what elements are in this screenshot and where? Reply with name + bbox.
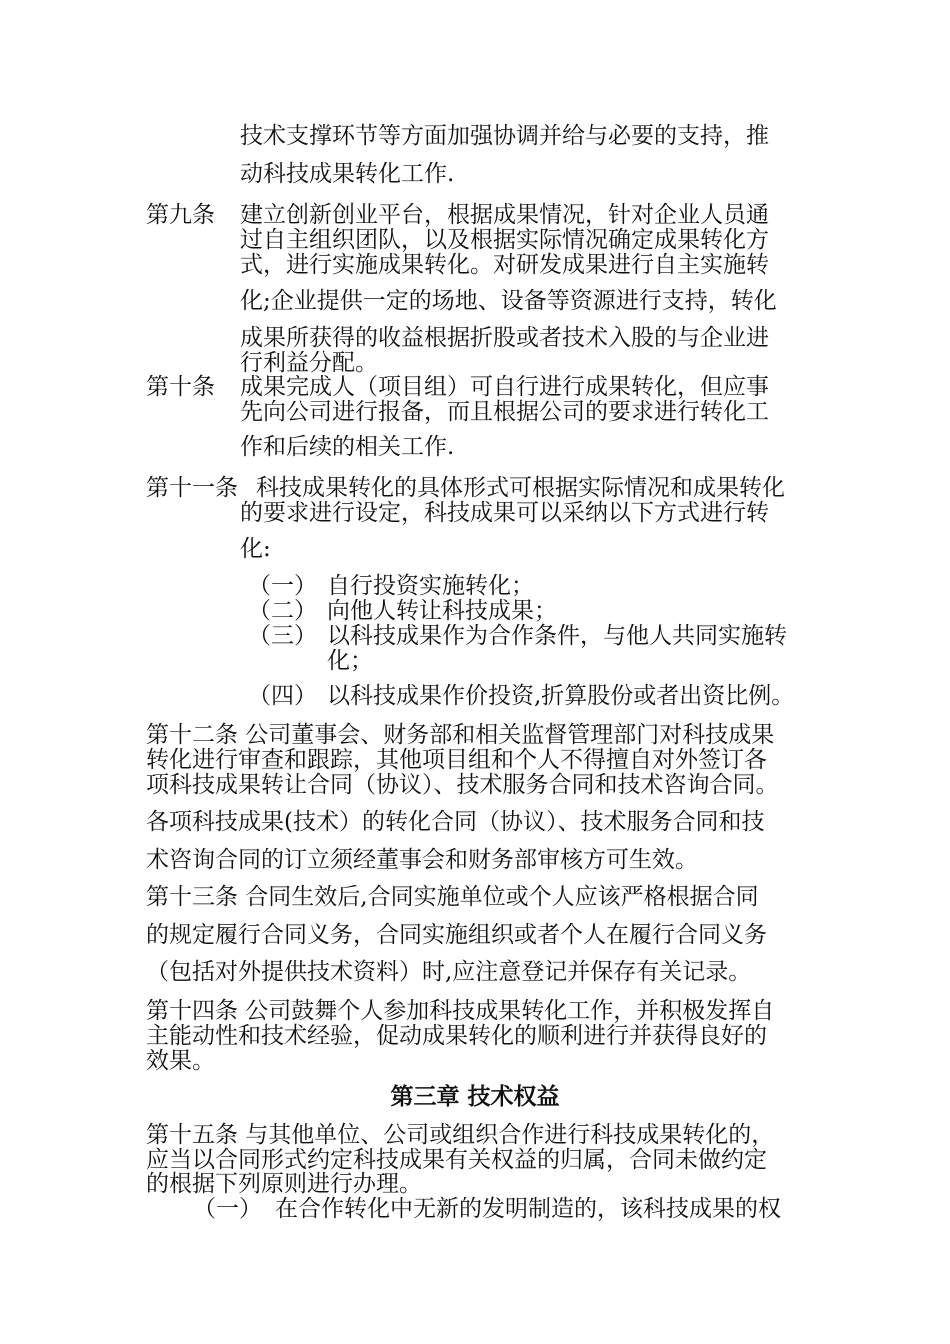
- text-line: 式，进行实施成果转化。对研发成果进行自主实施转: [240, 252, 769, 278]
- text-line: 应当以合同形式约定科技成果有关权益的归属，合同未做约定: [146, 1147, 767, 1173]
- text-line: 第十二条 公司董事会、财务部和相关监督管理部门对科技成果: [146, 722, 775, 748]
- text-line: 作和后续的相关工作.: [240, 434, 455, 460]
- article-label: 第十一条: [146, 475, 238, 501]
- text-line: 第十三条 合同生效后,合同实施单位或个人应该严格根据合同: [146, 884, 759, 910]
- list-item-text: 以科技成果作为合作条件，与他人共同实施转: [327, 623, 787, 649]
- text-line: 转化进行审查和跟踪，其他项目组和个人不得擅自对外签订各: [146, 747, 767, 773]
- text-line: 的要求进行设定，科技成果可以采纳以下方式进行转: [240, 500, 769, 526]
- article-label: 第十条: [146, 374, 215, 400]
- list-item-text: 自行投资实施转化；: [327, 573, 534, 599]
- list-item-label: （一）: [193, 1196, 262, 1222]
- text-line: 过自主组织团队，以及根据实际情况确定成果转化方: [240, 227, 769, 253]
- text-line: 化:: [240, 536, 271, 562]
- text-line: 建立创新创业平台，根据成果情况，针对企业人员通: [240, 202, 769, 228]
- list-item-text: 以科技成果作价投资,折算股份或者出资比例。: [327, 683, 795, 709]
- list-item-label: （四）: [248, 683, 317, 709]
- text-line: 各项科技成果(技术）的转化合同（协议）、技术服务合同和技: [146, 809, 765, 835]
- text-line: 主能动性和技术经验，促动成果转化的顺利进行并获得良好的: [146, 1023, 767, 1049]
- text-line: 术咨询合同的订立须经董事会和财务部审核方可生效。: [146, 847, 698, 873]
- text-line: 先向公司进行报备，而且根据公司的要求进行转化工: [240, 399, 769, 425]
- text-line: 项科技成果转让合同（协议）、技术服务合同和技术咨询合同。: [146, 772, 779, 798]
- text-line: 第十五条 与其他单位、公司或组织合作进行科技成果转化的，: [146, 1122, 775, 1148]
- list-item-text: 向他人转让科技成果；: [327, 598, 557, 624]
- list-item-text: 化；: [327, 648, 373, 674]
- text-line: 成果所获得的收益根据折股或者技术入股的与企业进: [240, 325, 769, 351]
- text-line: （包括对外提供技术资料）时,应注意登记并保存有关记录。: [146, 959, 752, 985]
- article-label: 第九条: [146, 202, 215, 228]
- text-line: 成果完成人（项目组）可自行进行成果转化，但应事: [240, 374, 769, 400]
- list-item-label: （三）: [248, 623, 317, 649]
- text-line: 技术支撑环节等方面加强协调并给与必要的支持，推: [240, 123, 769, 149]
- list-item-label: （二）: [248, 598, 317, 624]
- text-line: 的根据下列原则进行办理。: [146, 1171, 422, 1197]
- text-line: 第十四条 公司鼓舞个人参加科技成果转化工作，并积极发挥自: [146, 998, 775, 1024]
- list-item-text: 在合作转化中无新的发明制造的，该科技成果的权: [275, 1196, 781, 1222]
- text-line: 效果。: [146, 1048, 215, 1074]
- chapter-heading: 第三章 技术权益: [390, 1084, 560, 1110]
- text-line: 行利益分配。: [240, 350, 378, 376]
- text-line: 化;企业提供一定的场地、设备等资源进行支持，转化: [240, 288, 777, 314]
- text-line: 的规定履行合同义务，合同实施组织或者个人在履行合同义务: [146, 922, 767, 948]
- text-line: 动科技成果转化工作.: [240, 161, 455, 187]
- list-item-label: （一）: [248, 573, 317, 599]
- text-line: 科技成果转化的具体形式可根据实际情况和成果转化: [256, 475, 785, 501]
